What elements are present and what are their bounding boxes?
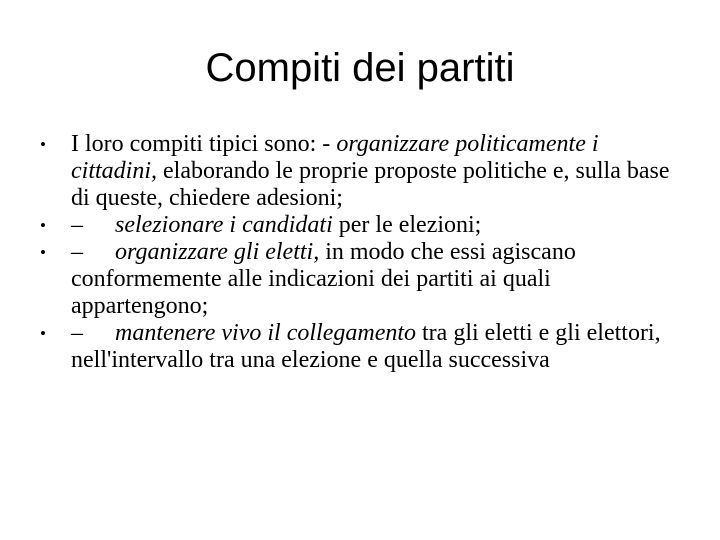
bullet-text-segment: elaborando le proprie proposte politiche e, sulla base di queste, chiedere adesioni; bbox=[71, 158, 670, 211]
slide-title: Compiti dei partiti bbox=[205, 46, 515, 90]
bullet-item bbox=[40, 131, 690, 212]
bullet-list bbox=[40, 131, 690, 374]
bullet-text-italic: mantenere vivo il collegamento bbox=[115, 320, 417, 346]
bullet-dot-icon: • bbox=[40, 216, 46, 235]
dash-marker: – bbox=[71, 212, 83, 238]
bullet-item bbox=[40, 239, 690, 320]
bullet-text-segment: tra gli eletti e gli elettori, nell'intervallo tra una elezione e quella successiva bbox=[71, 320, 661, 373]
bullet-text-italic: organizzare gli eletti, bbox=[115, 239, 320, 265]
bullet-text-segment: in modo che essi agiscano conformemente alle indicazioni dei partiti ai quali appartengono; bbox=[71, 239, 576, 319]
bullet-text bbox=[71, 131, 670, 211]
bullet-dot-icon: • bbox=[40, 243, 46, 262]
bullet-text-italic: organizzare politicamente i cittadini, bbox=[71, 131, 599, 184]
bullet-text-italic: selezionare i candidati bbox=[115, 212, 333, 238]
bullet-text-segment: per le elezioni; bbox=[332, 212, 482, 238]
bullet-item bbox=[40, 212, 690, 239]
bullet-item bbox=[40, 320, 690, 374]
bullet-text bbox=[71, 212, 481, 238]
bullet-dot-icon: • bbox=[40, 324, 46, 343]
bullet-text bbox=[71, 239, 576, 319]
dash-marker: – bbox=[71, 320, 83, 346]
dash-marker: – bbox=[71, 239, 83, 265]
bullet-dot-icon: • bbox=[40, 135, 46, 154]
bullet-text-segment: I loro compiti tipici sono: - bbox=[71, 131, 337, 157]
bullet-text bbox=[71, 320, 661, 373]
